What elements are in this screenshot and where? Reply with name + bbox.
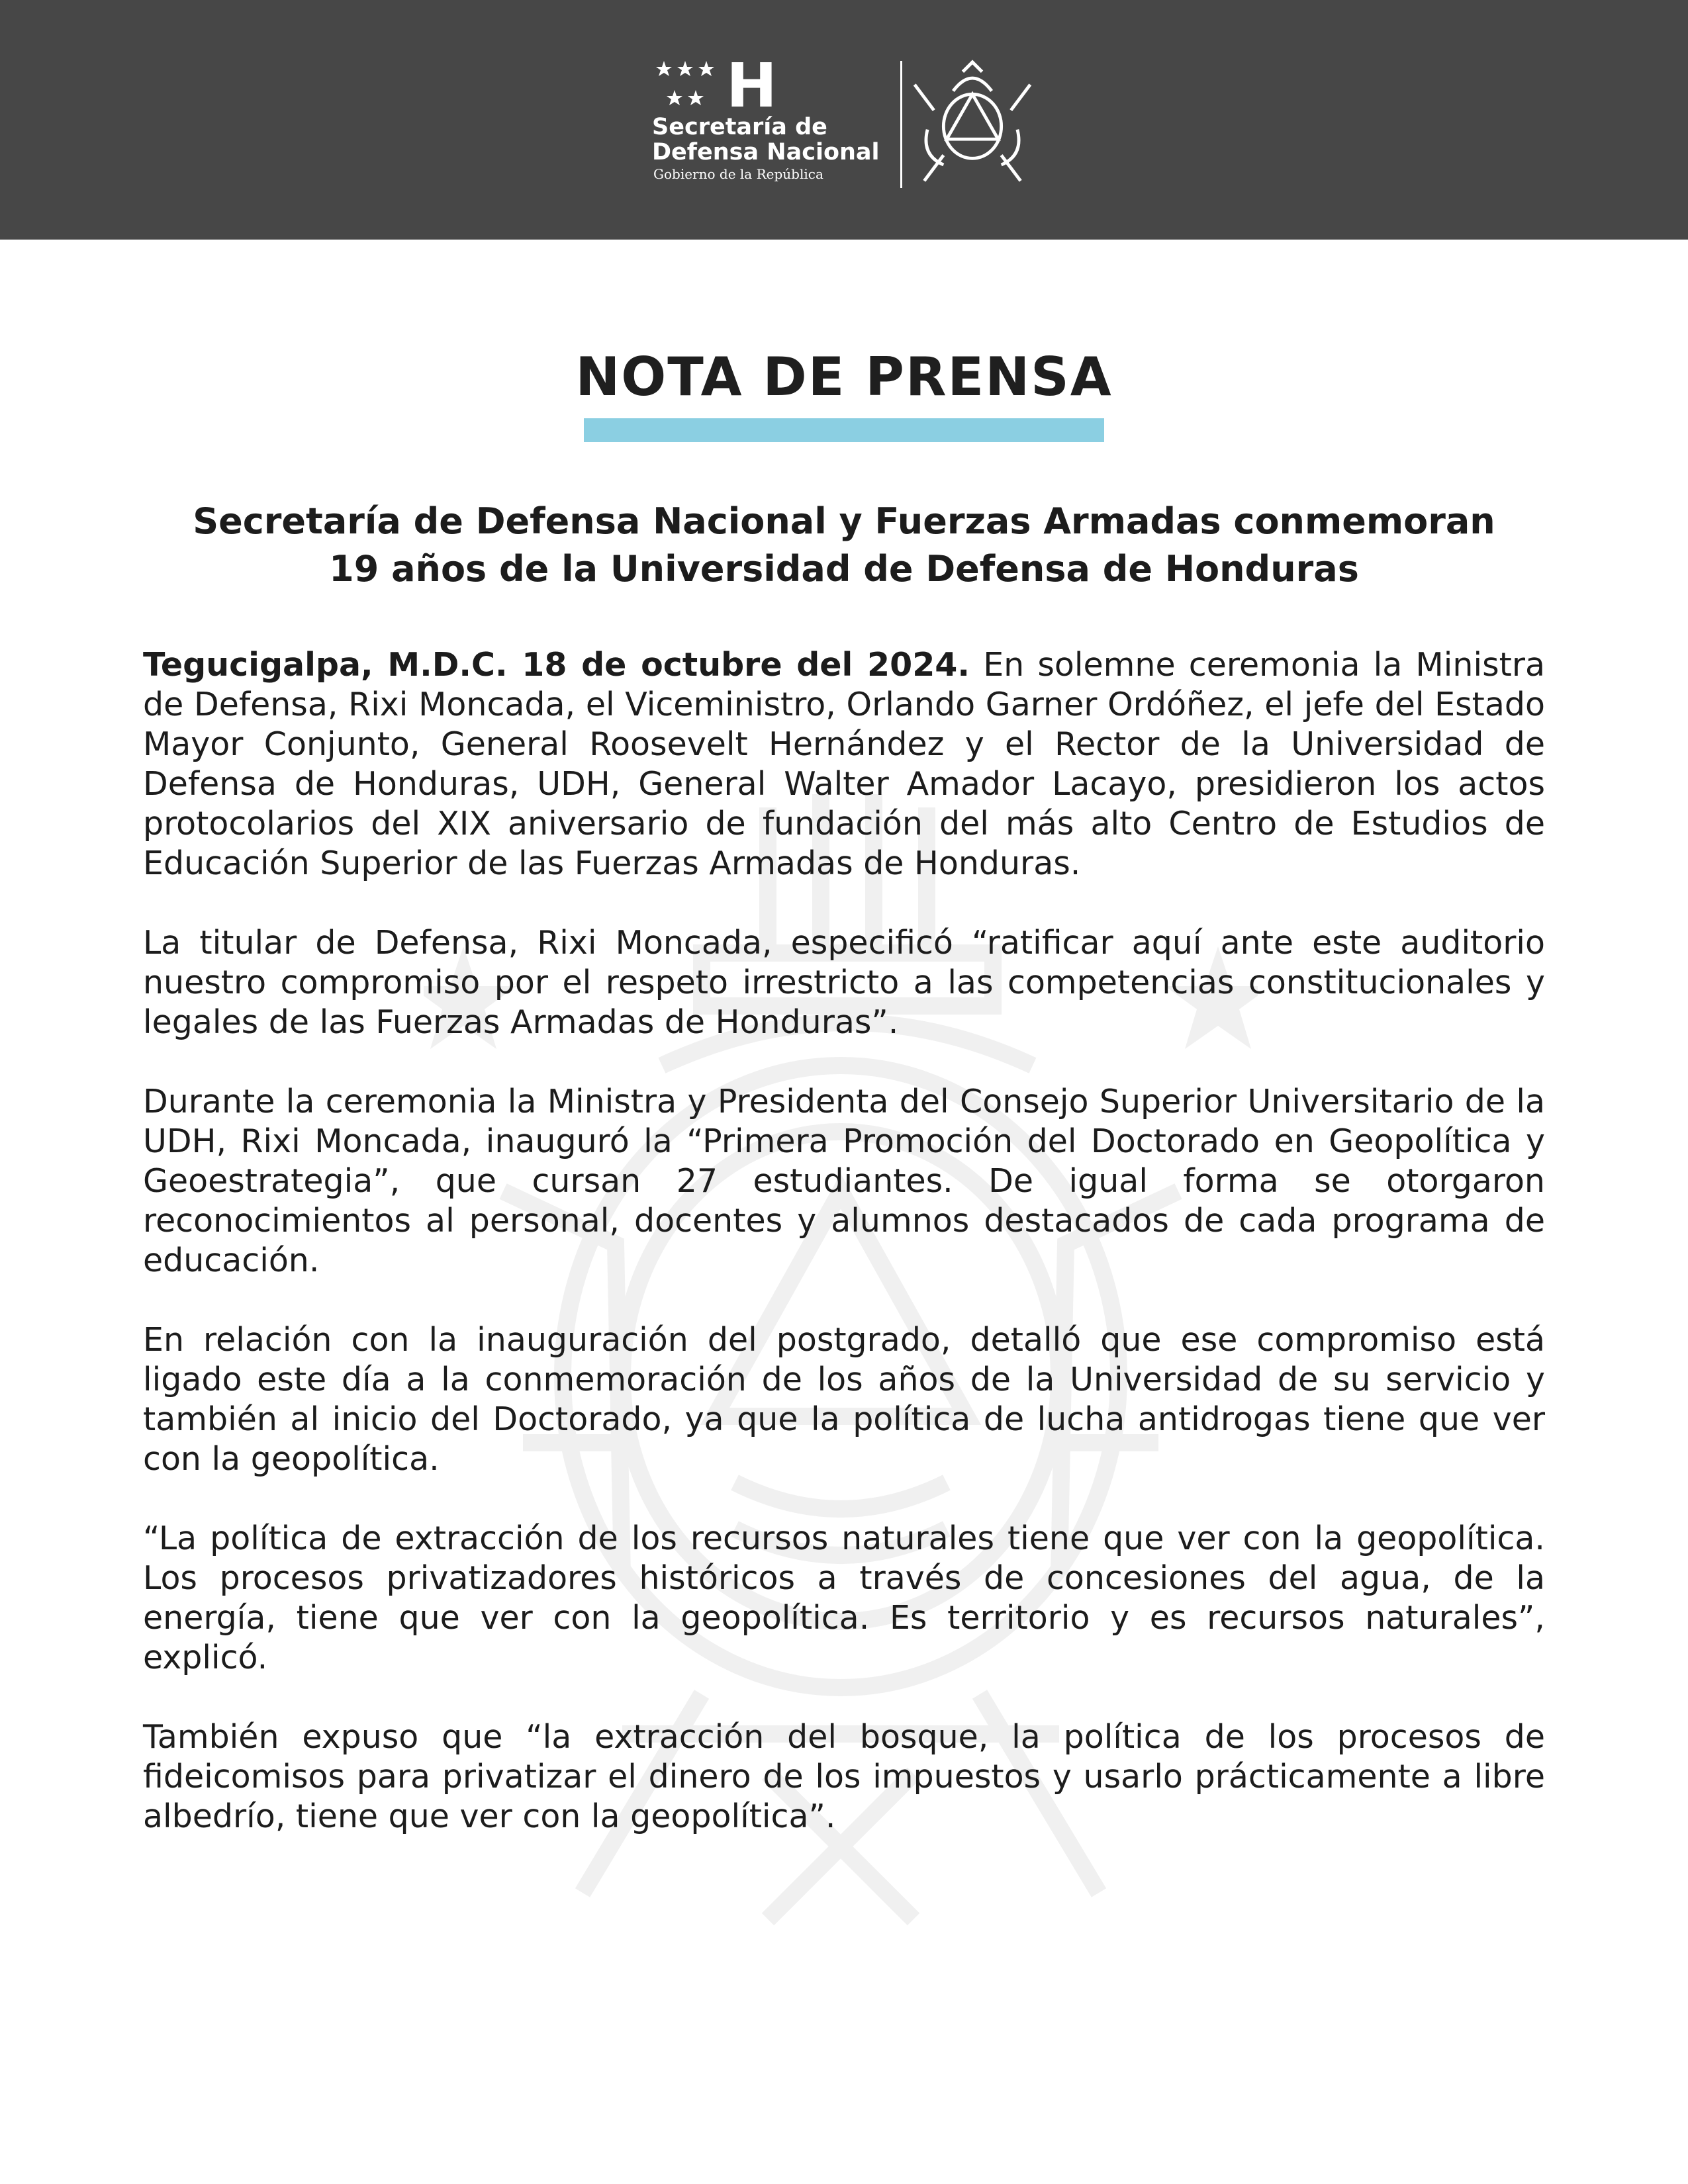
logo-mark: H xyxy=(726,50,777,121)
logo-divider xyxy=(900,61,902,188)
paragraph: En relación con la inauguración del postgrado, detalló que ese compromiso está ligado este día a la conmemoración de los años de la Universidad de su servicio y también al inicio del Doctorado, ya que la política de lucha antidrogas tiene que ver con la geopolítica. xyxy=(143,1321,1545,1478)
paragraph: También expuso que “la extracción del bosque, la política de los procesos de fideicomisos para privatizar el dinero de los impuestos y usarlo prácticamente a libre albedrío, tiene que ver con la geopolítica”. xyxy=(143,1718,1545,1835)
paragraph xyxy=(143,645,1545,884)
dateline: Tegucigalpa, M.D.C. 18 de octubre del 2024. xyxy=(143,646,970,684)
title-accent-bar xyxy=(584,418,1104,442)
paragraph: Durante la ceremonia la Ministra y Presidenta del Consejo Superior Universitario de la UDH, Rixi Moncada, inauguró la “Primera Promoción del Doctorado en Geopolítica y Geoestrategia”, que cursan 27 estudiantes. De igual forma se otorgaron reconocimientos al personal, docentes y alumnos destacados de cada programa de educación. xyxy=(143,1083,1545,1279)
article-body xyxy=(143,645,1545,1876)
headline xyxy=(132,498,1556,593)
headline-line-1: Secretaría de Defensa Nacional y Fuerzas Armadas conmemoran xyxy=(193,500,1495,542)
paragraph: La titular de Defensa, Rixi Moncada, especificó “ratificar aquí ante este auditorio nuestro compromiso por el respeto irrestricto a las competencias constitucionales y legales de las Fuerzas Armadas de Honduras”. xyxy=(143,924,1545,1041)
headline-line-2: 19 años de la Universidad de Defensa de Honduras xyxy=(329,548,1359,590)
logo-line-2: Defensa Nacional xyxy=(652,139,880,165)
logo-line-1: Secretaría de xyxy=(652,114,827,140)
coat-of-arms-icon xyxy=(908,57,1037,189)
page-header xyxy=(0,0,1688,240)
document-title: NOTA DE PRENSA xyxy=(575,346,1113,408)
five-stars-icon xyxy=(652,60,725,113)
paragraph: “La política de extracción de los recursos naturales tiene que ver con la geopolítica. Los procesos privatizadores históricos a través de concesiones del agua, de la energía, tiene que ver con la geopolítica. Es territorio y es recursos naturales”, explicó. xyxy=(143,1520,1545,1676)
paragraph-text: En solemne ceremonia la Ministra de Defensa, Rixi Moncada, el Viceministro, Orlando Garner Ordóñez, el jefe del Estado Mayor Conjunto, General Roosevelt Hernández y el Rector de la Universidad de Defensa de Honduras, UDH, General Walter Amador Lacayo, presidieron los actos protocolarios del XIX aniversario de fundación del más alto Centro de Estudios de Educación Superior de las Fuerzas Armadas de Honduras. xyxy=(143,646,1545,882)
logo-line-3: Gobierno de la República xyxy=(653,166,823,182)
secretaria-logo xyxy=(652,50,897,185)
